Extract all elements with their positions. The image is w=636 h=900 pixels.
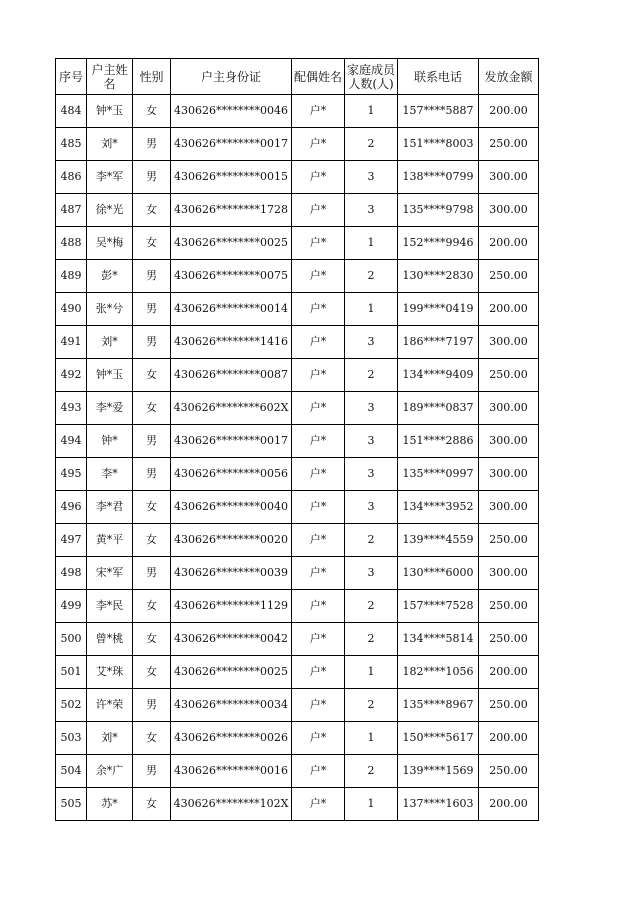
- cell-spouse-name: 户*: [292, 689, 345, 722]
- table-row: [56, 557, 539, 590]
- cell-family-size: 1: [345, 95, 398, 128]
- table-row: [56, 260, 539, 293]
- cell-amount: 250.00: [479, 260, 539, 293]
- table-row: [56, 458, 539, 491]
- cell-spouse-name: 户*: [292, 227, 345, 260]
- cell-family-size: 2: [345, 359, 398, 392]
- cell-amount: 250.00: [479, 590, 539, 623]
- cell-amount: 300.00: [479, 326, 539, 359]
- cell-amount: 300.00: [479, 458, 539, 491]
- header-id-number: 户主身份证: [171, 59, 292, 95]
- table-row: [56, 788, 539, 821]
- cell-householder-name: 曾*桃: [87, 623, 133, 656]
- cell-family-size: 3: [345, 458, 398, 491]
- table-row: [56, 227, 539, 260]
- table-row: [56, 491, 539, 524]
- cell-phone: 157****5887: [398, 95, 479, 128]
- cell-gender: 女: [133, 194, 171, 227]
- cell-index: 495: [56, 458, 87, 491]
- header-row: [56, 59, 539, 95]
- cell-family-size: 3: [345, 557, 398, 590]
- cell-id-number: 430626********0025: [171, 656, 292, 689]
- table-row: [56, 755, 539, 788]
- cell-id-number: 430626********0020: [171, 524, 292, 557]
- cell-index: 497: [56, 524, 87, 557]
- table-row: [56, 392, 539, 425]
- cell-index: 491: [56, 326, 87, 359]
- cell-id-number: 430626********1129: [171, 590, 292, 623]
- cell-spouse-name: 户*: [292, 260, 345, 293]
- cell-phone: 130****6000: [398, 557, 479, 590]
- cell-spouse-name: 户*: [292, 755, 345, 788]
- cell-id-number: 430626********0015: [171, 161, 292, 194]
- cell-index: 488: [56, 227, 87, 260]
- cell-householder-name: 李*民: [87, 590, 133, 623]
- header-gender: 性别: [133, 59, 171, 95]
- table-row: [56, 623, 539, 656]
- cell-phone: 199****0419: [398, 293, 479, 326]
- cell-amount: 250.00: [479, 689, 539, 722]
- cell-index: 503: [56, 722, 87, 755]
- cell-householder-name: 李*: [87, 458, 133, 491]
- cell-gender: 女: [133, 524, 171, 557]
- cell-gender: 女: [133, 359, 171, 392]
- cell-phone: 134****3952: [398, 491, 479, 524]
- cell-spouse-name: 户*: [292, 161, 345, 194]
- cell-householder-name: 苏*: [87, 788, 133, 821]
- cell-amount: 200.00: [479, 227, 539, 260]
- cell-householder-name: 李*军: [87, 161, 133, 194]
- cell-id-number: 430626********0014: [171, 293, 292, 326]
- cell-spouse-name: 户*: [292, 95, 345, 128]
- table-row: [56, 293, 539, 326]
- cell-householder-name: 张*兮: [87, 293, 133, 326]
- cell-family-size: 1: [345, 788, 398, 821]
- cell-family-size: 2: [345, 755, 398, 788]
- cell-gender: 男: [133, 128, 171, 161]
- cell-amount: 300.00: [479, 491, 539, 524]
- cell-householder-name: 李*爱: [87, 392, 133, 425]
- cell-householder-name: 刘*: [87, 128, 133, 161]
- cell-gender: 男: [133, 557, 171, 590]
- cell-spouse-name: 户*: [292, 491, 345, 524]
- table-row: [56, 425, 539, 458]
- cell-householder-name: 吴*梅: [87, 227, 133, 260]
- cell-family-size: 3: [345, 326, 398, 359]
- cell-family-size: 3: [345, 392, 398, 425]
- cell-id-number: 430626********0087: [171, 359, 292, 392]
- cell-phone: 135****9798: [398, 194, 479, 227]
- cell-spouse-name: 户*: [292, 392, 345, 425]
- cell-index: 499: [56, 590, 87, 623]
- cell-id-number: 430626********1416: [171, 326, 292, 359]
- cell-spouse-name: 户*: [292, 194, 345, 227]
- cell-index: 501: [56, 656, 87, 689]
- cell-householder-name: 李*君: [87, 491, 133, 524]
- cell-index: 484: [56, 95, 87, 128]
- cell-family-size: 1: [345, 722, 398, 755]
- cell-family-size: 2: [345, 689, 398, 722]
- cell-family-size: 3: [345, 161, 398, 194]
- cell-householder-name: 艾*珠: [87, 656, 133, 689]
- cell-index: 492: [56, 359, 87, 392]
- cell-householder-name: 许*荣: [87, 689, 133, 722]
- table-row: [56, 359, 539, 392]
- cell-amount: 200.00: [479, 722, 539, 755]
- cell-spouse-name: 户*: [292, 128, 345, 161]
- cell-family-size: 2: [345, 524, 398, 557]
- cell-family-size: 3: [345, 425, 398, 458]
- cell-amount: 300.00: [479, 425, 539, 458]
- cell-index: 498: [56, 557, 87, 590]
- cell-gender: 男: [133, 260, 171, 293]
- cell-phone: 139****1569: [398, 755, 479, 788]
- cell-family-size: 2: [345, 590, 398, 623]
- cell-householder-name: 彭*: [87, 260, 133, 293]
- cell-id-number: 430626********0056: [171, 458, 292, 491]
- cell-id-number: 430626********1728: [171, 194, 292, 227]
- cell-amount: 250.00: [479, 128, 539, 161]
- cell-index: 500: [56, 623, 87, 656]
- cell-phone: 157****7528: [398, 590, 479, 623]
- cell-family-size: 1: [345, 293, 398, 326]
- cell-gender: 男: [133, 326, 171, 359]
- cell-id-number: 430626********0025: [171, 227, 292, 260]
- cell-amount: 250.00: [479, 755, 539, 788]
- cell-householder-name: 刘*: [87, 326, 133, 359]
- cell-gender: 女: [133, 788, 171, 821]
- cell-family-size: 2: [345, 128, 398, 161]
- cell-amount: 250.00: [479, 623, 539, 656]
- cell-spouse-name: 户*: [292, 359, 345, 392]
- cell-id-number: 430626********0042: [171, 623, 292, 656]
- cell-spouse-name: 户*: [292, 458, 345, 491]
- cell-id-number: 430626********0017: [171, 128, 292, 161]
- cell-phone: 189****0837: [398, 392, 479, 425]
- cell-index: 490: [56, 293, 87, 326]
- cell-gender: 女: [133, 95, 171, 128]
- cell-family-size: 2: [345, 260, 398, 293]
- cell-amount: 200.00: [479, 788, 539, 821]
- cell-phone: 134****9409: [398, 359, 479, 392]
- cell-index: 486: [56, 161, 87, 194]
- table-row: [56, 326, 539, 359]
- cell-phone: 151****2886: [398, 425, 479, 458]
- table-row: [56, 656, 539, 689]
- cell-family-size: 1: [345, 227, 398, 260]
- cell-phone: 152****9946: [398, 227, 479, 260]
- cell-phone: 186****7197: [398, 326, 479, 359]
- cell-phone: 137****1603: [398, 788, 479, 821]
- cell-index: 487: [56, 194, 87, 227]
- cell-phone: 139****4559: [398, 524, 479, 557]
- cell-id-number: 430626********0017: [171, 425, 292, 458]
- cell-id-number: 430626********0040: [171, 491, 292, 524]
- cell-gender: 男: [133, 161, 171, 194]
- cell-spouse-name: 户*: [292, 590, 345, 623]
- cell-family-size: 1: [345, 656, 398, 689]
- cell-index: 494: [56, 425, 87, 458]
- cell-householder-name: 钟*玉: [87, 95, 133, 128]
- cell-id-number: 430626********0016: [171, 755, 292, 788]
- cell-gender: 女: [133, 491, 171, 524]
- cell-householder-name: 刘*: [87, 722, 133, 755]
- cell-spouse-name: 户*: [292, 293, 345, 326]
- cell-phone: 138****0799: [398, 161, 479, 194]
- table-row: [56, 689, 539, 722]
- cell-gender: 女: [133, 392, 171, 425]
- cell-amount: 200.00: [479, 656, 539, 689]
- cell-householder-name: 钟*: [87, 425, 133, 458]
- cell-family-size: 2: [345, 623, 398, 656]
- cell-amount: 300.00: [479, 161, 539, 194]
- cell-index: 496: [56, 491, 87, 524]
- cell-family-size: 3: [345, 194, 398, 227]
- cell-id-number: 430626********602X: [171, 392, 292, 425]
- cell-phone: 134****5814: [398, 623, 479, 656]
- cell-index: 489: [56, 260, 87, 293]
- header-spouse-name: 配偶姓名: [292, 59, 345, 95]
- cell-phone: 135****8967: [398, 689, 479, 722]
- cell-phone: 182****1056: [398, 656, 479, 689]
- cell-id-number: 430626********0039: [171, 557, 292, 590]
- cell-gender: 男: [133, 689, 171, 722]
- header-amount: 发放金额: [479, 59, 539, 95]
- cell-amount: 300.00: [479, 392, 539, 425]
- cell-amount: 200.00: [479, 293, 539, 326]
- cell-phone: 130****2830: [398, 260, 479, 293]
- cell-spouse-name: 户*: [292, 623, 345, 656]
- cell-amount: 250.00: [479, 359, 539, 392]
- cell-family-size: 3: [345, 491, 398, 524]
- cell-spouse-name: 户*: [292, 722, 345, 755]
- cell-spouse-name: 户*: [292, 788, 345, 821]
- table-row: [56, 722, 539, 755]
- cell-gender: 男: [133, 425, 171, 458]
- cell-id-number: 430626********0075: [171, 260, 292, 293]
- cell-amount: 250.00: [479, 524, 539, 557]
- header-index: 序号: [56, 59, 87, 95]
- table-row: [56, 95, 539, 128]
- cell-householder-name: 宋*军: [87, 557, 133, 590]
- cell-id-number: 430626********102X: [171, 788, 292, 821]
- cell-gender: 男: [133, 293, 171, 326]
- cell-id-number: 430626********0026: [171, 722, 292, 755]
- cell-index: 485: [56, 128, 87, 161]
- cell-phone: 151****8003: [398, 128, 479, 161]
- cell-spouse-name: 户*: [292, 425, 345, 458]
- cell-index: 502: [56, 689, 87, 722]
- cell-index: 505: [56, 788, 87, 821]
- header-phone: 联系电话: [398, 59, 479, 95]
- cell-phone: 135****0997: [398, 458, 479, 491]
- cell-amount: 300.00: [479, 194, 539, 227]
- cell-gender: 男: [133, 458, 171, 491]
- cell-gender: 女: [133, 656, 171, 689]
- cell-spouse-name: 户*: [292, 557, 345, 590]
- header-householder-name: 户主姓名: [87, 59, 133, 95]
- table-row: [56, 524, 539, 557]
- cell-gender: 女: [133, 623, 171, 656]
- cell-spouse-name: 户*: [292, 656, 345, 689]
- cell-phone: 150****5617: [398, 722, 479, 755]
- cell-amount: 200.00: [479, 95, 539, 128]
- cell-spouse-name: 户*: [292, 326, 345, 359]
- table-row: [56, 128, 539, 161]
- header-family-size: 家庭成员人数(人): [345, 59, 398, 95]
- cell-gender: 女: [133, 227, 171, 260]
- table-row: [56, 194, 539, 227]
- cell-gender: 男: [133, 755, 171, 788]
- cell-householder-name: 钟*玉: [87, 359, 133, 392]
- cell-id-number: 430626********0034: [171, 689, 292, 722]
- cell-gender: 女: [133, 590, 171, 623]
- cell-householder-name: 徐*光: [87, 194, 133, 227]
- cell-spouse-name: 户*: [292, 524, 345, 557]
- cell-index: 504: [56, 755, 87, 788]
- cell-householder-name: 余*广: [87, 755, 133, 788]
- cell-id-number: 430626********0046: [171, 95, 292, 128]
- cell-amount: 300.00: [479, 557, 539, 590]
- cell-gender: 女: [133, 722, 171, 755]
- subsidy-table: [55, 58, 539, 821]
- table-row: [56, 161, 539, 194]
- cell-householder-name: 黄*平: [87, 524, 133, 557]
- cell-index: 493: [56, 392, 87, 425]
- table-row: [56, 590, 539, 623]
